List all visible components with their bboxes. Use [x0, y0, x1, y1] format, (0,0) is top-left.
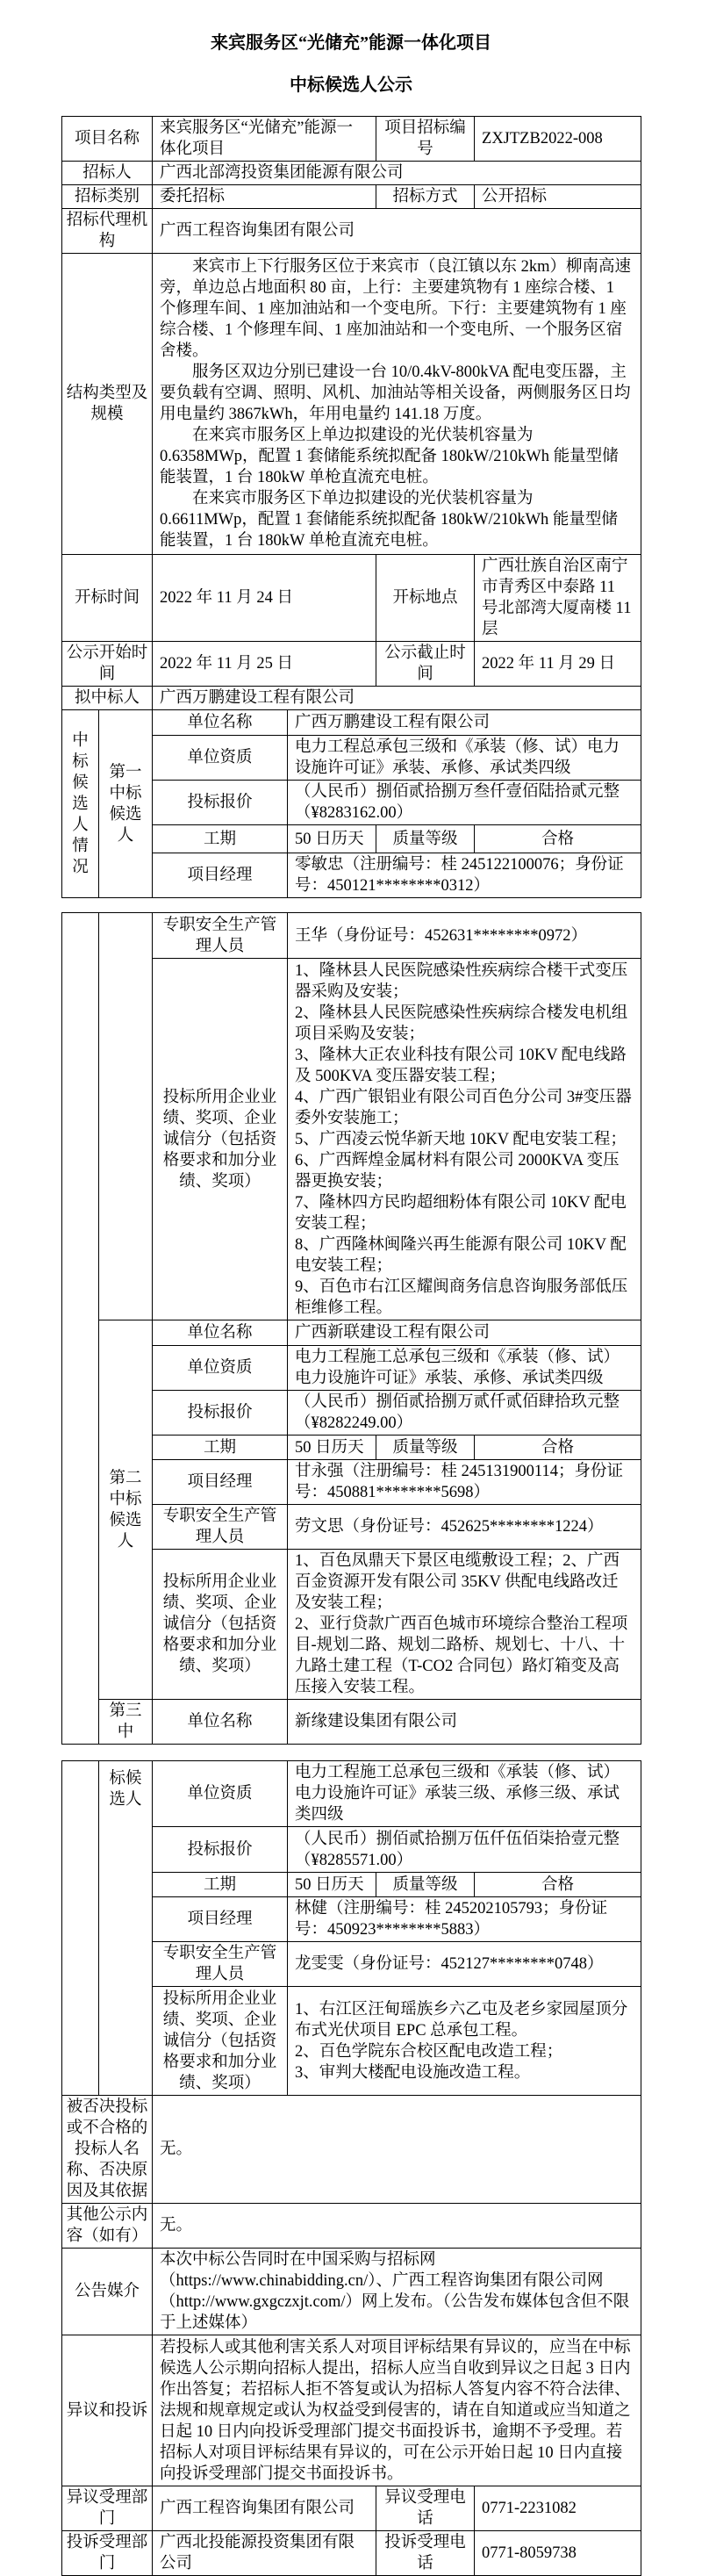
- label-duration: 工期: [153, 1436, 288, 1460]
- value-candidate2-safety-officer: 劳文思（身份证号：452625********1224）: [288, 1505, 641, 1550]
- value-candidate3-manager: 林健（注册编号：桂 245202105793；身份证号：450923********5883）: [288, 1897, 641, 1942]
- label-publicity-end: 公示截止时间: [376, 642, 475, 687]
- value-publicity-end: 2022 年 11 月 29 日: [475, 642, 641, 687]
- label-unit-name: 单位名称: [153, 1700, 288, 1745]
- label-unit-qualification: 单位资质: [153, 1761, 288, 1827]
- value-candidate2-performance: [288, 1550, 641, 1700]
- performance-item: 7、隆林四方民昀超细粉体有限公司 10KV 配电安装工程；: [295, 1193, 627, 1233]
- label-performance: 投标所用企业业绩、奖项、企业诚信分（包括资格要求和加分业绩、奖项）: [153, 1550, 288, 1700]
- label-bid-price: 投标报价: [153, 1391, 288, 1436]
- performance-item: 1、隆林县人民医院感染性疾病综合楼干式变压器采购及安装；: [295, 961, 628, 1001]
- label-open-place: 开标地点: [376, 555, 475, 642]
- label-safety-officer: 专职安全生产管理人员: [153, 1505, 288, 1550]
- label-unit-name: 单位名称: [153, 1320, 288, 1346]
- label-publicity-start: 公示开始时间: [62, 642, 153, 687]
- value-media: 本次中标公告同时在中国采购与招标网（https://www.chinabidding.cn/）、广西工程咨询集团有限公司网（http://www.gxgczxjt.com/）网上发布。（公告发布媒体包含但不限于上述媒体）: [153, 2249, 641, 2335]
- performance-item: 8、广西隆林闽隆兴再生能源有限公司 10KV 配电安装工程；: [295, 1235, 627, 1275]
- value-candidate1-performance: [288, 959, 641, 1320]
- value-candidate1-duration: 50 日历天: [288, 825, 376, 853]
- value-proposed-winner: 广西万鹏建设工程有限公司: [153, 687, 641, 710]
- performance-item: 6、广西辉煌金属材料有限公司 2000KVA 变压器更换安装；: [295, 1151, 620, 1191]
- label-bid-price: 投标报价: [153, 781, 288, 825]
- value-candidate3-duration: 50 日历天: [288, 1873, 376, 1897]
- first-candidate-continuation-cell: [99, 913, 153, 1320]
- label-other-content: 其他公示内容（如有）: [62, 2204, 153, 2249]
- label-duration: 工期: [153, 1873, 288, 1897]
- structure-paragraph: 服务区双边分别已建设一台 10/0.4kV-800kVA 配电变压器，主要负载有空调、照明、风机、加油站等相关设备，两侧服务区日均用电量约 3867kWh，年用电量约 141.18 万度。: [160, 363, 631, 423]
- performance-item: 5、广西凌云悦华新天地 10KV 配电安装工程；: [295, 1130, 627, 1148]
- label-tenderer: 招标人: [62, 162, 153, 185]
- candidates-status-continuation-cell: [62, 913, 99, 1745]
- label-safety-officer: 专职安全生产管理人员: [153, 913, 288, 959]
- value-open-time: 2022 年 11 月 24 日: [153, 555, 376, 642]
- value-candidate3-quality: 合格: [475, 1873, 641, 1897]
- value-project-name: 来宾服务区“光储充”能源一体化项目: [153, 117, 376, 162]
- label-bid-method: 招标方式: [376, 185, 475, 209]
- label-dispute-tel: 异议受理电话: [376, 2486, 475, 2531]
- value-candidate2-price: （人民币）捌佰贰拾捌万贰仟贰佰肆拾玖元整（¥8282249.00）: [288, 1391, 641, 1436]
- value-candidate2-duration: 50 日历天: [288, 1436, 376, 1460]
- label-project-manager: 项目经理: [153, 1460, 288, 1505]
- value-rejected-bidders: 无。: [153, 2096, 641, 2204]
- label-agency: 招标代理机构: [62, 209, 153, 254]
- value-candidate2-quality: 合格: [475, 1436, 641, 1460]
- value-candidate3-safety-officer: 龙雯雯（身份证号：452127********0748）: [288, 1942, 641, 1987]
- value-candidate1-name: 广西万鹏建设工程有限公司: [288, 710, 641, 736]
- value-candidate1-qualification: 电力工程总承包三级和《承装（修、试）电力设施许可证》承装、承修、承试类四级: [288, 736, 641, 781]
- value-publicity-start: 2022 年 11 月 25 日: [153, 642, 376, 687]
- structure-paragraph: 在来宾市服务区下单边拟建设的光伏装机容量为 0.6611MWp，配置 1 套储能系统拟配备 180kW/210kWh 能量型储能装置，1 台 180kW 单枪直流充电桩。: [160, 490, 618, 550]
- label-performance: 投标所用企业业绩、奖项、企业诚信分（包括资格要求和加分业绩、奖项）: [153, 1987, 288, 2096]
- value-complaint-tel: 0771-8059738: [475, 2531, 641, 2576]
- value-candidate2-qualification: 电力工程施工总承包三级和《承装（修、试）电力设施许可证》承装、承修、承试类四级: [288, 1346, 641, 1391]
- label-quality-grade: 质量等级: [376, 1436, 475, 1460]
- label-rejected-bidders: 被否决投标或不合格的投标人名称、否决原因及其依据: [62, 2096, 153, 2204]
- value-open-place: 广西壮族自治区南宁市青秀区中泰路 11 号北部湾大厦南楼 11 层: [475, 555, 641, 642]
- label-unit-qualification: 单位资质: [153, 1346, 288, 1391]
- label-proposed-winner: 拟中标人: [62, 687, 153, 710]
- label-duration: 工期: [153, 825, 288, 853]
- label-project-name: 项目名称: [62, 117, 153, 162]
- label-project-manager: 项目经理: [153, 1897, 288, 1942]
- label-dispute: 异议和投诉: [62, 2335, 153, 2486]
- label-unit-qualification: 单位资质: [153, 736, 288, 781]
- performance-item: 3、审判大楼配电设施改造工程。: [295, 2063, 531, 2082]
- performance-item: 1、右江区汪甸瑶族乡六乙屯及老乡家园屋顶分布式光伏项目 EPC 总承包工程。: [295, 2000, 628, 2040]
- performance-item: 1、百色凤鼎天下景区电缆敷设工程；2、广西百金资源开发有限公司 35KV 供配电线路改迁及安装工程；: [295, 1552, 620, 1612]
- value-dispute-dept: 广西工程咨询集团有限公司: [153, 2486, 376, 2531]
- performance-item: 3、隆林大正农业科技有限公司 10KV 配电线路及 500KVA 变压器安装工程；: [295, 1046, 627, 1085]
- value-bid-method: 公开招标: [475, 185, 641, 209]
- value-bid-number: ZXJTZB2022-008: [475, 117, 641, 162]
- performance-item: 2、亚行贷款广西百色城市环境综合整治工程项目-规划二路、规划二路桥、规划七、十八、十九路土建工程（T-CO2 合同包）路灯箱变及高压接入安装工程。: [295, 1615, 628, 1696]
- label-candidates-status: 中标候选人情况: [62, 710, 99, 898]
- value-candidate2-name: 广西新联建设工程有限公司: [288, 1320, 641, 1346]
- value-agency: 广西工程咨询集团有限公司: [153, 209, 641, 254]
- label-bid-price: 投标报价: [153, 1827, 288, 1873]
- document-title-line1: 来宾服务区“光储充”能源一体化项目: [211, 33, 491, 53]
- label-project-manager: 项目经理: [153, 853, 288, 898]
- value-bid-category: 委托招标: [153, 185, 376, 209]
- performance-item: 4、广西广银铝业有限公司百色分公司 3#变压器委外安装施工；: [295, 1088, 632, 1127]
- label-structure-scale: 结构类型及规模: [62, 254, 153, 555]
- structure-paragraph: 在来宾市服务区上单边拟建设的光伏装机容量为 0.6358MWp，配置 1 套储能系统拟配备 180kW/210kWh 能量型储能装置，1 台 180kW 单枪直流充电桩。: [160, 427, 619, 486]
- performance-item: 2、百色学院东合校区配电改造工程；: [295, 2042, 563, 2061]
- value-structure-scale: [153, 254, 641, 555]
- performance-item: 9、百色市右江区耀闽商务信息咨询服务部低压柜维修工程。: [295, 1277, 628, 1317]
- label-open-time: 开标时间: [62, 555, 153, 642]
- value-candidate1-price: （人民币）捌佰贰拾捌万叁仟壹佰陆拾贰元整（¥8283162.00）: [288, 781, 641, 825]
- structure-paragraph: 来宾市上下行服务区位于来宾市（良江镇以东 2km）柳南高速旁，单边总占地面积 80 亩，上行：主要建筑物有 1 座综合楼、1 个修理车间、1 座加油站和一个变电所。下行：主要建筑物有 1 座综合楼、1 个修理车间、1 座加油站和一个变电所、一个服务区宿舍楼。: [160, 258, 632, 360]
- candidates-status-continuation-cell: [62, 1761, 99, 2096]
- value-candidate2-manager: 甘永强（注册编号：桂 245131900114；身份证号：450881********5698）: [288, 1460, 641, 1505]
- label-quality-grade: 质量等级: [376, 1873, 475, 1897]
- label-media: 公告媒介: [62, 2249, 153, 2335]
- label-unit-name: 单位名称: [153, 710, 288, 736]
- value-tenderer: 广西北部湾投资集团能源有限公司: [153, 162, 641, 185]
- label-first-candidate: 第一中标候选人: [99, 710, 153, 898]
- value-dispute-tel: 0771-2231082: [475, 2486, 641, 2531]
- label-safety-officer: 专职安全生产管理人员: [153, 1942, 288, 1987]
- value-candidate1-manager: 零敏忠（注册编号：桂 245122100076；身份证号：450121********0312）: [288, 853, 641, 898]
- value-complaint-dept: 广西北投能源投资集团有限公司: [153, 2531, 376, 2576]
- value-candidate3-name: 新缘建设集团有限公司: [288, 1700, 641, 1745]
- value-candidate3-qualification: 电力工程施工总承包三级和《承装（修、试）电力设施许可证》承装三级、承修三级、承试类四级: [288, 1761, 641, 1827]
- label-performance: 投标所用企业业绩、奖项、企业诚信分（包括资格要求和加分业绩、奖项）: [153, 959, 288, 1320]
- label-complaint-tel: 投诉受理电话: [376, 2531, 475, 2576]
- announcement-table-section-2: [61, 912, 641, 1745]
- label-second-candidate: 第二中标候选人: [99, 1320, 153, 1700]
- label-quality-grade: 质量等级: [376, 825, 475, 853]
- announcement-table-section-1: [61, 116, 641, 898]
- value-candidate1-quality: 合格: [475, 825, 641, 853]
- performance-item: 2、隆林县人民医院感染性疾病综合楼发电机组项目采购及安装；: [295, 1004, 628, 1043]
- label-dispute-dept: 异议受理部门: [62, 2486, 153, 2531]
- announcement-table-section-3: [61, 1760, 641, 2576]
- label-bid-number: 项目招标编号: [376, 117, 475, 162]
- value-dispute: 若投标人或其他利害关系人对项目评标结果有异议的，应当在中标候选人公示期向招标人提出，招标人应当自收到异议之日起 3 日内作出答复；若招标人拒不答复或认为招标人答复内容不符合法律、法规和规章规定或认为权益受到侵害的，请在自知道或应当知道之日起 10 日内向投诉受理部门提交书面投诉书，逾期不予受理。若招标人对项目评标结果有异议的，可在公示开始日起 10 日内直接向投诉受理部门提交书面投诉书。: [153, 2335, 641, 2486]
- value-candidate3-performance: [288, 1987, 641, 2096]
- value-candidate1-safety-officer: 王华（身份证号：452631********0972）: [288, 913, 641, 959]
- value-other-content: 无。: [153, 2204, 641, 2249]
- value-candidate3-price: （人民币）捌佰贰拾捌万伍仟伍佰柒拾壹元整（¥8285571.00）: [288, 1827, 641, 1873]
- label-complaint-dept: 投诉受理部门: [62, 2531, 153, 2576]
- label-bid-category: 招标类别: [62, 185, 153, 209]
- document-title-line2: 中标候选人公示: [290, 76, 412, 95]
- label-third-candidate-part2: 标候选人: [99, 1761, 153, 2096]
- label-third-candidate-part1: 第三中: [99, 1700, 153, 1745]
